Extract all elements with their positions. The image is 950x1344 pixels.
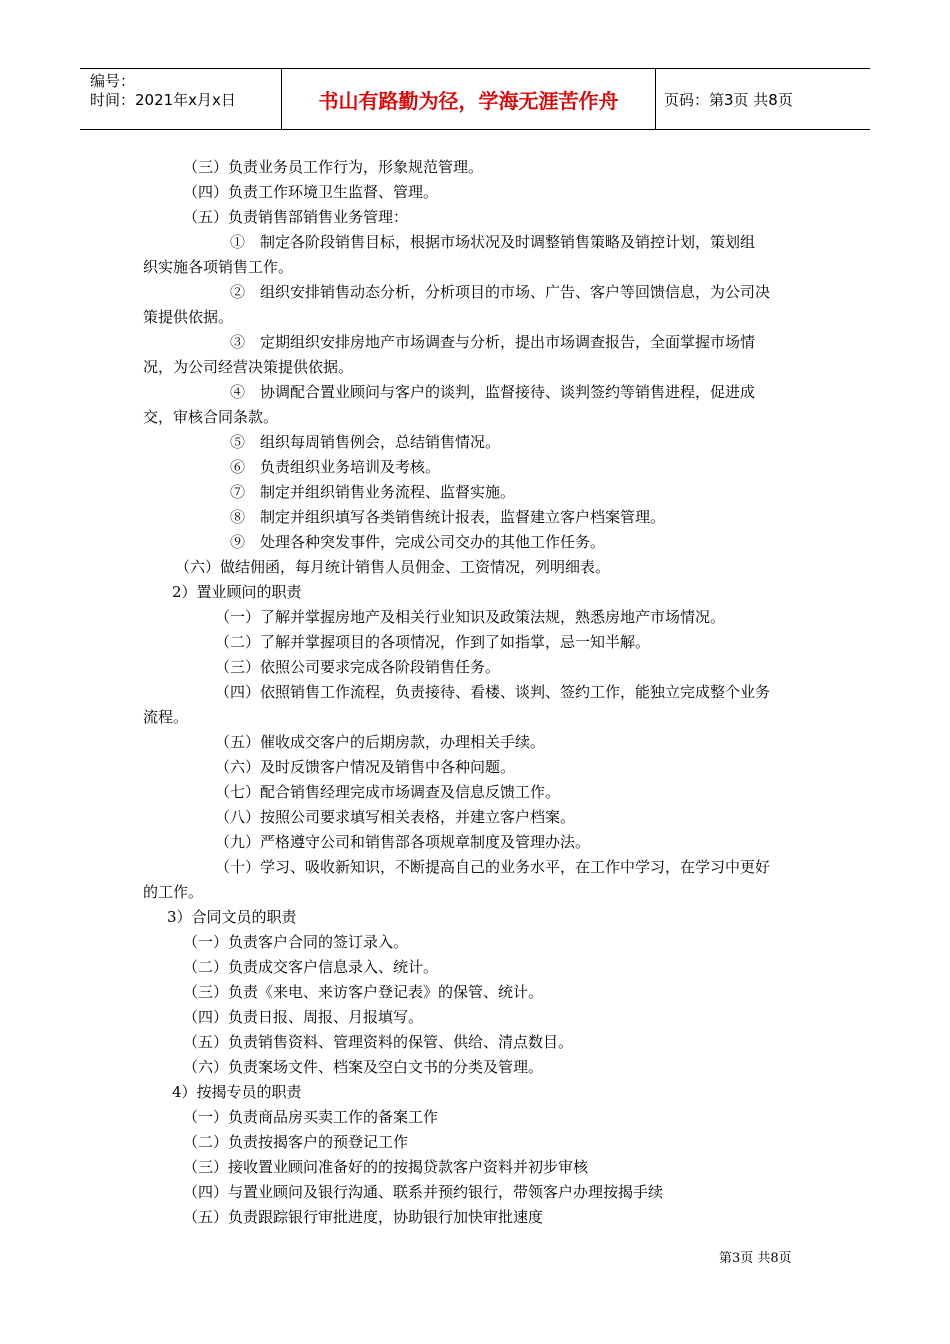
text-line: ⑤ 组织每周销售例会，总结销售情况。 [230,433,501,451]
text-line: （三）依照公司要求完成各阶段销售任务。 [215,658,501,676]
text-line: （二）负责成交客户信息录入、统计。 [183,958,439,976]
text-line: ④ 协调配合置业顾问与客户的谈判，监督接待、谈判签约等销售进程，促进成 [230,383,756,401]
text-line: （五）负责销售部销售业务管理： [183,208,409,226]
text-line: （一）负责商品房买卖工作的备案工作 [183,1108,439,1126]
document-number-label: 编号： [90,72,136,90]
header-page-number: 页码：第3页 共8页 [664,90,793,109]
section-heading: 3）合同文员的职责 [167,908,297,926]
page-header [80,68,870,130]
text-line: （四）依照销售工作流程，负责接待、看楼、谈判、签约工作，能独立完成整个业务 [215,683,771,701]
text-line: ⑦ 制定并组织销售业务流程、监督实施。 [230,483,516,501]
footer-page-number: 第3页 共8页 [719,1251,792,1266]
text-line: （三）接收置业顾问准备好的的按揭贷款客户资料并初步审核 [183,1158,589,1176]
text-line: （五）催收成交客户的后期房款，办理相关手续。 [215,733,546,751]
text-line: （九）严格遵守公司和销售部各项规章制度及管理办法。 [215,833,591,851]
text-line: （六）负责案场文件、档案及空白文书的分类及管理。 [183,1058,544,1076]
section-heading: 2）置业顾问的职责 [172,583,302,601]
text-line: （三）负责《来电、来访客户登记表》的保管、统计。 [183,983,544,1001]
text-line: （五）负责销售资料、管理资料的保管、供给、清点数目。 [183,1033,574,1051]
text-line: 策提供依据。 [143,308,234,326]
text-line: （三）负责业务员工作行为，形象规范管理。 [183,158,484,176]
text-line: ③ 定期组织安排房地产市场调查与分析，提出市场调查报告，全面掌握市场情 [230,333,756,351]
text-line: （一）了解并掌握房地产及相关行业知识及政策法规，熟悉房地产市场情况。 [215,608,726,626]
header-motto: 书山有路勤为径，学海无涯苦作舟 [282,69,656,129]
text-line: 交，审核合同条款。 [143,408,279,426]
text-line: （十）学习、吸收新知识，不断提高自己的业务水平，在工作中学习，在学习中更好 [215,858,771,876]
text-line: （四）负责日报、周报、月报填写。 [183,1008,424,1026]
text-line: （七）配合销售经理完成市场调查及信息反馈工作。 [215,783,561,801]
text-line: （五）负责跟踪银行审批进度，协助银行加快审批速度 [183,1208,544,1226]
section-heading: 4）按揭专员的职责 [172,1083,302,1101]
text-line: （六）做结佣函，每月统计销售人员佣金、工资情况，列明细表。 [175,558,611,576]
text-line: （四）与置业顾问及银行沟通、联系并预约银行，带领客户办理按揭手续 [183,1183,664,1201]
text-line: ⑨ 处理各种突发事件，完成公司交办的其他工作任务。 [230,533,606,551]
header-info-cell [80,69,282,129]
text-line: 况，为公司经营决策提供依据。 [143,358,354,376]
text-line: 织实施各项销售工作。 [143,258,294,276]
text-line: （一）负责客户合同的签订录入。 [183,933,409,951]
text-line: （八）按照公司要求填写相关表格，并建立客户档案。 [215,808,576,826]
text-line: ② 组织安排销售动态分析，分析项目的市场、广告、客户等回馈信息，为公司决 [230,283,771,301]
text-line: （六）及时反馈客户情况及销售中各种问题。 [215,758,516,776]
text-line: ⑥ 负责组织业务培训及考核。 [230,458,441,476]
text-line: （二）负责按揭客户的预登记工作 [183,1133,409,1151]
document-date-label: 时间：2021年x月x日 [90,91,236,109]
text-line: ① 制定各阶段销售目标，根据市场状况及时调整销售策略及销控计划，策划组 [230,233,756,251]
text-line: （四）负责工作环境卫生监督、管理。 [183,183,439,201]
text-line: 流程。 [143,708,189,726]
text-line: ⑧ 制定并组织填写各类销售统计报表，监督建立客户档案管理。 [230,508,666,526]
text-line: （二）了解并掌握项目的各项情况，作到了如指掌，忌一知半解。 [215,633,651,651]
text-line: 的工作。 [143,883,204,901]
